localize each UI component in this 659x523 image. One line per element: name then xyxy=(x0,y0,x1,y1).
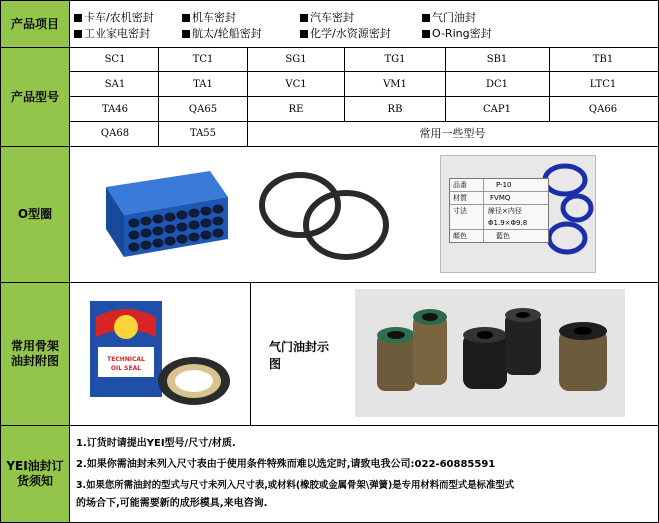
model-cell: VC1 xyxy=(285,79,307,90)
model-cell: SA1 xyxy=(104,79,126,90)
order-notice-line: 3.如果您所需油封的型式与尺寸未列入尺寸表,或材料(橡胶或金属骨架\弹簧)是专用材料而型式是标准型式 xyxy=(76,480,515,491)
skeleton-seal-label xyxy=(0,282,70,426)
product-item-text: 工业家电密封 xyxy=(84,27,150,40)
spec-key: 材質 xyxy=(450,192,484,204)
model-cell: CAP1 xyxy=(483,104,511,115)
model-cell: LTC1 xyxy=(589,79,617,90)
grid-line xyxy=(344,48,345,121)
bullet-square-icon xyxy=(74,30,82,38)
skeleton-seal-image-cell xyxy=(69,282,251,426)
oring-spec-card-image xyxy=(440,155,596,273)
oil-seal-package-image xyxy=(86,297,236,415)
oring-label-text: O型圈 xyxy=(17,207,53,221)
spec-card xyxy=(449,178,549,243)
order-notice-line: 2.如果你需油封未列入尺寸表由于使用条件特殊而难以选定时,请致电我公司:022-60885591 xyxy=(76,459,496,470)
bullet-square-icon xyxy=(422,30,430,38)
product-item xyxy=(300,27,391,41)
model-cell: RE xyxy=(288,104,304,115)
model-cell: SG1 xyxy=(285,54,307,65)
order-notice-label-text: YEI油封订货须知 xyxy=(6,459,64,488)
bullet-square-icon xyxy=(300,30,308,38)
product-item-text: 汽车密封 xyxy=(310,11,354,24)
product-items-cell xyxy=(69,0,659,48)
spec-value: 線径×内径 xyxy=(488,207,522,215)
product-models-label-text: 产品型号 xyxy=(10,89,59,104)
product-items-label-text: 产品项目 xyxy=(10,16,59,31)
product-item-text: 航太/轮船密封 xyxy=(192,27,262,40)
product-item-text: 卡车/农机密封 xyxy=(84,11,154,24)
model-cell: VM1 xyxy=(383,79,407,90)
skeleton-seal-label-text: 常用骨架油封附图 xyxy=(10,339,59,368)
spec-value: P-10 xyxy=(496,181,512,189)
spec-row xyxy=(450,230,548,242)
model-cell: QA66 xyxy=(588,104,618,115)
spec-row xyxy=(450,192,548,205)
order-notice-line: 的场合下,可能需要新的成形模具,来电咨询. xyxy=(76,498,268,509)
product-item xyxy=(300,11,354,25)
product-items-label xyxy=(0,0,70,48)
spec-key: 寸法 xyxy=(450,205,484,217)
product-models-grid xyxy=(69,47,659,147)
model-cell: QA68 xyxy=(100,128,130,139)
product-item-text: 气门油封 xyxy=(432,11,476,24)
bullet-square-icon xyxy=(300,14,308,22)
spec-key xyxy=(450,217,484,229)
bullet-square-icon xyxy=(182,14,190,22)
product-item xyxy=(182,11,236,25)
order-notice-line: 1.订货时请提出YEI型号/尺寸/材质. xyxy=(76,438,236,449)
product-item xyxy=(422,11,476,25)
model-cell: TB1 xyxy=(592,54,614,65)
model-cell: TG1 xyxy=(384,54,406,65)
valve-seal-cell xyxy=(250,282,659,426)
product-item-text: O-Ring密封 xyxy=(432,27,492,40)
product-item xyxy=(74,27,150,41)
oring-label xyxy=(0,146,70,283)
product-item-text: 机车密封 xyxy=(192,11,236,24)
bullet-square-icon xyxy=(422,14,430,22)
product-item xyxy=(182,27,262,41)
grid-line xyxy=(445,48,446,121)
bullet-square-icon xyxy=(182,30,190,38)
valve-seal-caption: 气门油封示图 xyxy=(269,340,330,371)
spec-value: 藍色 xyxy=(496,232,510,240)
product-item-text: 化学/水资源密封 xyxy=(310,27,391,40)
oring-images-cell xyxy=(69,146,659,283)
order-notice-cell xyxy=(69,425,659,523)
product-models-label xyxy=(0,47,70,147)
model-cell: RB xyxy=(387,104,403,115)
grid-line xyxy=(549,48,550,121)
order-notice-label xyxy=(0,425,70,523)
spec-row xyxy=(450,217,548,230)
black-oring-pair-image xyxy=(242,161,404,271)
package-text: TECHNICAL xyxy=(107,356,145,363)
valve-seal-photo xyxy=(355,289,625,417)
model-cell: SC1 xyxy=(104,54,126,65)
bullet-square-icon xyxy=(74,14,82,22)
spec-value: Φ1.9×Φ9.8 xyxy=(488,219,528,227)
product-item xyxy=(422,27,492,41)
spec-key: 品番 xyxy=(450,179,484,191)
oring-assortment-case-image xyxy=(100,167,232,259)
model-cell: TA55 xyxy=(189,128,217,139)
model-cell: DC1 xyxy=(485,79,509,90)
model-cell: QA65 xyxy=(188,104,218,115)
package-text: OIL SEAL xyxy=(110,365,142,372)
model-cell: TA1 xyxy=(193,79,213,90)
common-models-note: 常用一些型号 xyxy=(419,127,486,140)
spec-row xyxy=(450,205,548,217)
spec-value: FVMQ xyxy=(490,194,511,202)
model-cell: TA46 xyxy=(101,104,129,115)
spec-row xyxy=(450,179,548,192)
model-cell: SB1 xyxy=(486,54,508,65)
spec-key: 顏色 xyxy=(450,230,484,242)
model-cell: TC1 xyxy=(192,54,214,65)
product-item xyxy=(74,11,154,25)
